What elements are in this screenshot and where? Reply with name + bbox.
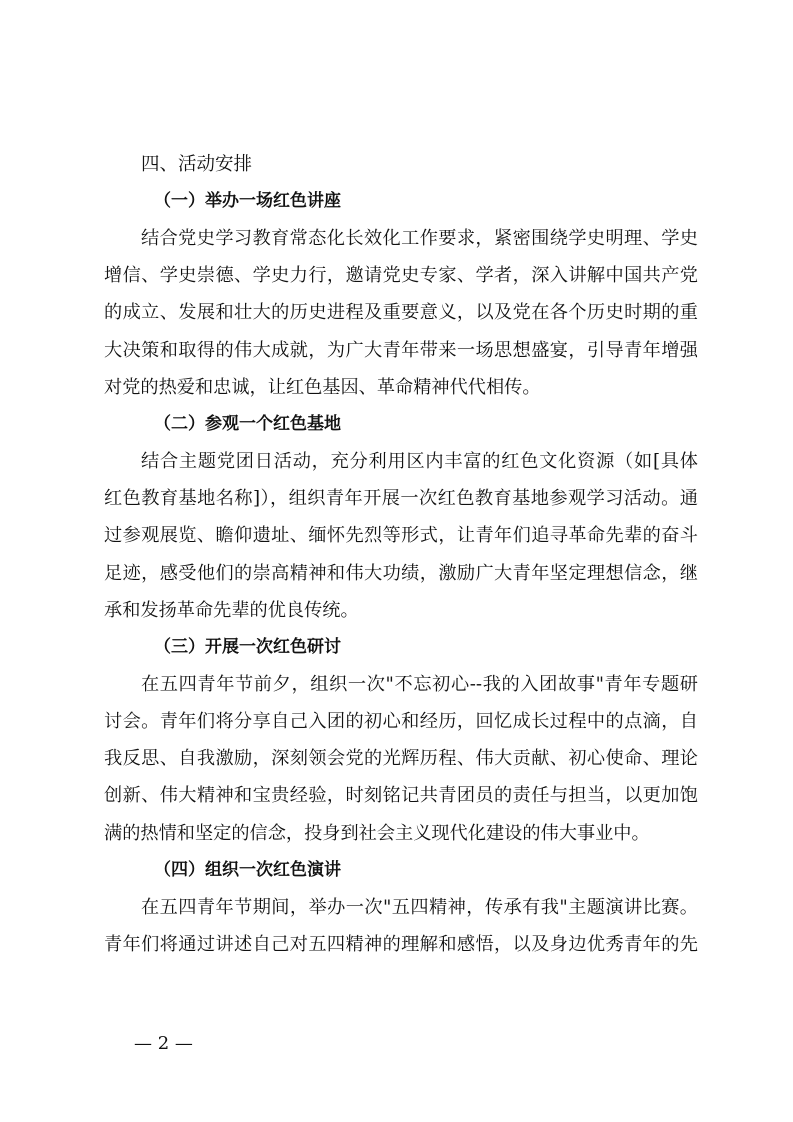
text-line: 大决策和取得的伟大成就，为广大青年带来一场思想盛宴，引导青年增强 [104, 339, 698, 361]
text-line: 承和发扬革命先辈的优良传统。 [104, 599, 359, 621]
text-line: 结合主题党团日活动，充分利用区内丰富的红色文化资源（如[具体 [141, 450, 698, 472]
paragraph-1 [104, 220, 698, 406]
text-line: 在五四青年节前夕，组织一次"不忘初心--我的入团故事"青年专题研 [141, 673, 698, 695]
text-line: 在五四青年节期间，举办一次"五四精神，传承有我"主题演讲比赛。 [141, 896, 698, 918]
text-line: 的成立、发展和壮大的历史进程及重要意义，以及党在各个历史时期的重 [104, 302, 698, 324]
text-line: 足迹，感受他们的崇高精神和伟大功绩，激励广大青年坚定理想信念，继 [104, 562, 698, 584]
subsection-title-4: （四）组织一次红色演讲 [154, 859, 341, 880]
text-line: 过参观展览、瞻仰遗址、缅怀先烈等形式，让青年们追寻革命先辈的奋斗 [104, 525, 698, 547]
text-line: 红色教育基地名称]），组织青年开展一次红色教育基地参观学习活动。通 [104, 488, 698, 510]
text-line: 增信、学史崇德、学史力行，邀请党史专家、学者，深入讲解中国共产党 [104, 265, 698, 287]
subsection-title-1: （一）举办一场红色讲座 [154, 191, 341, 211]
text-line: 满的热情和坚定的信念，投身到社会主义现代化建设的伟大事业中。 [104, 822, 650, 844]
subsection-title-3: （三）开展一次红色研讨 [154, 636, 341, 657]
paragraph-4 [104, 889, 698, 963]
paragraph-3 [104, 666, 698, 852]
text-line: 结合党史学习教育常态化长效化工作要求，紧密围绕学史明理、学史 [141, 228, 698, 249]
text-line: 创新、伟大精神和宝贵经验，时刻铭记共青团员的责任与担当，以更加饱 [104, 785, 698, 807]
page-number: — 2 — [134, 1033, 193, 1054]
text-line: 对党的热爱和忠诚，让红色基因、革命精神代代相传。 [104, 376, 541, 398]
text-line: 青年们将通过讲述自己对五四精神的理解和感悟，以及身边优秀青年的先 [104, 934, 698, 955]
subsection-title-2: （二）参观一个红色基地 [154, 413, 341, 434]
paragraph-2 [104, 443, 698, 629]
text-line: 讨会。青年们将分享自己入团的初心和经历，回忆成长过程中的点滴，自 [104, 711, 698, 733]
section-heading: 四、活动安排 [141, 154, 253, 175]
document-body [104, 146, 698, 963]
text-line: 我反思、自我激励，深刻领会党的光辉历程、伟大贡献、初心使命、理论 [104, 748, 698, 770]
